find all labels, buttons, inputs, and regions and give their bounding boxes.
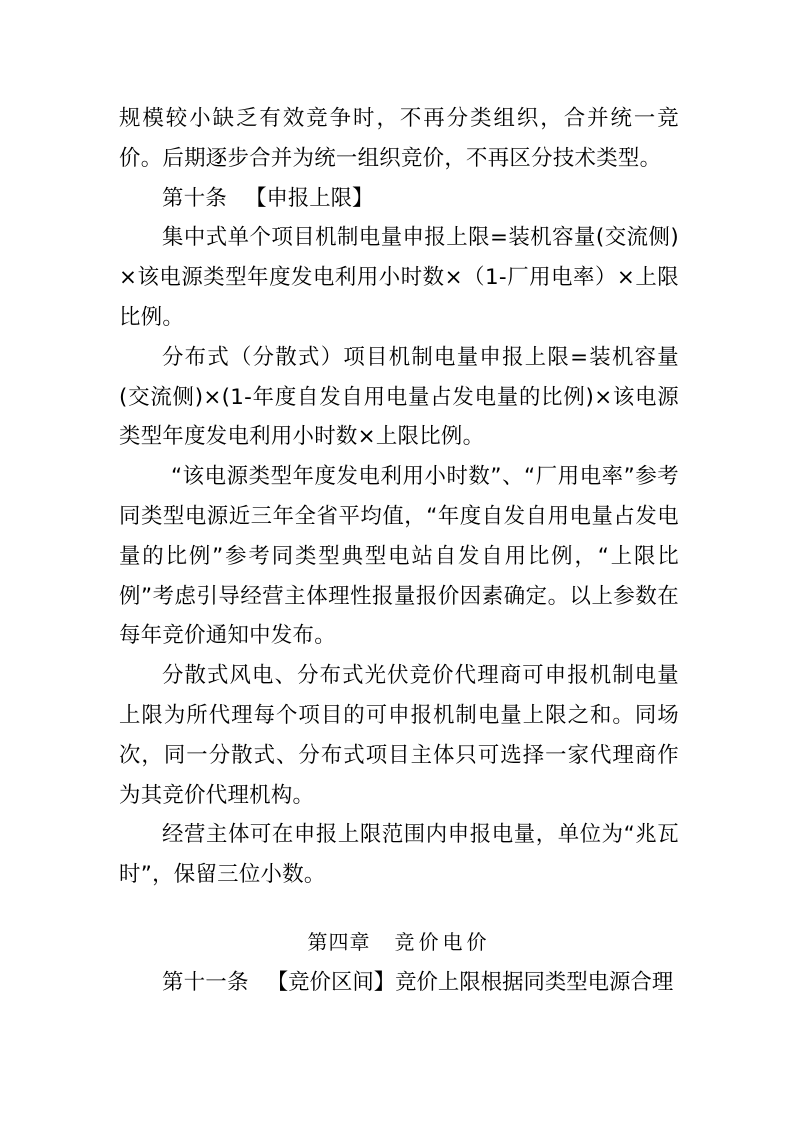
unit-paragraph: 经营主体可在申报上限范围内申报电量，单位为“兆瓦时”，保留三位小数。	[119, 822, 679, 888]
parameters-paragraph: “该电源类型年度发电利用小时数”、“厂用电率”参考同类型电源近三年全省平均值，“年度自发自用电量占发电量的比例”参考同类型典型电站自发自用比例，“上限比例”考虑引导经营主体理性报量报价因素确定。以上参数在每年竞价通知中发布。	[119, 464, 679, 649]
chapter-4-number: 第四章	[307, 929, 371, 954]
distributed-limit-paragraph: 分布式（分散式）项目机制电量申报上限=装机容量(交流侧)×(1-年度自发自用电量占发电量的比例)×该电源类型年度发电利用小时数×上限比例。	[119, 344, 679, 450]
article-11-number: 第十一条	[162, 969, 249, 995]
article-10-title: 【申报上限】	[245, 185, 374, 211]
article-11-heading	[119, 963, 679, 1003]
continuation-paragraph: 规模较小缺乏有效竞争时，不再分类组织，合并统一竞价。后期逐步合并为统一组织竞价，不再区分技术类型。	[119, 106, 679, 171]
article-11-text: 竞价上限根据同类型电源合理	[395, 969, 674, 995]
article-10-number: 第十条	[162, 185, 228, 211]
article-10-heading	[119, 179, 679, 219]
chapter-4-heading	[119, 923, 679, 963]
article-11-title: 【竞价区间】	[266, 969, 396, 995]
centralized-limit-paragraph: 集中式单个项目机制电量申报上限=装机容量(交流侧)×该电源类型年度发电利用小时数×（1-厂用电率）×上限比例。	[119, 225, 679, 330]
chapter-4-name: 竞价电价	[394, 929, 491, 954]
agent-paragraph: 分散式风电、分布式光伏竞价代理商可申报机制电量上限为所代理每个项目的可申报机制电量上限之和。同场次，同一分散式、分布式项目主体只可选择一家代理商作为其竞价代理机构。	[119, 663, 679, 808]
document-page	[119, 99, 679, 1003]
